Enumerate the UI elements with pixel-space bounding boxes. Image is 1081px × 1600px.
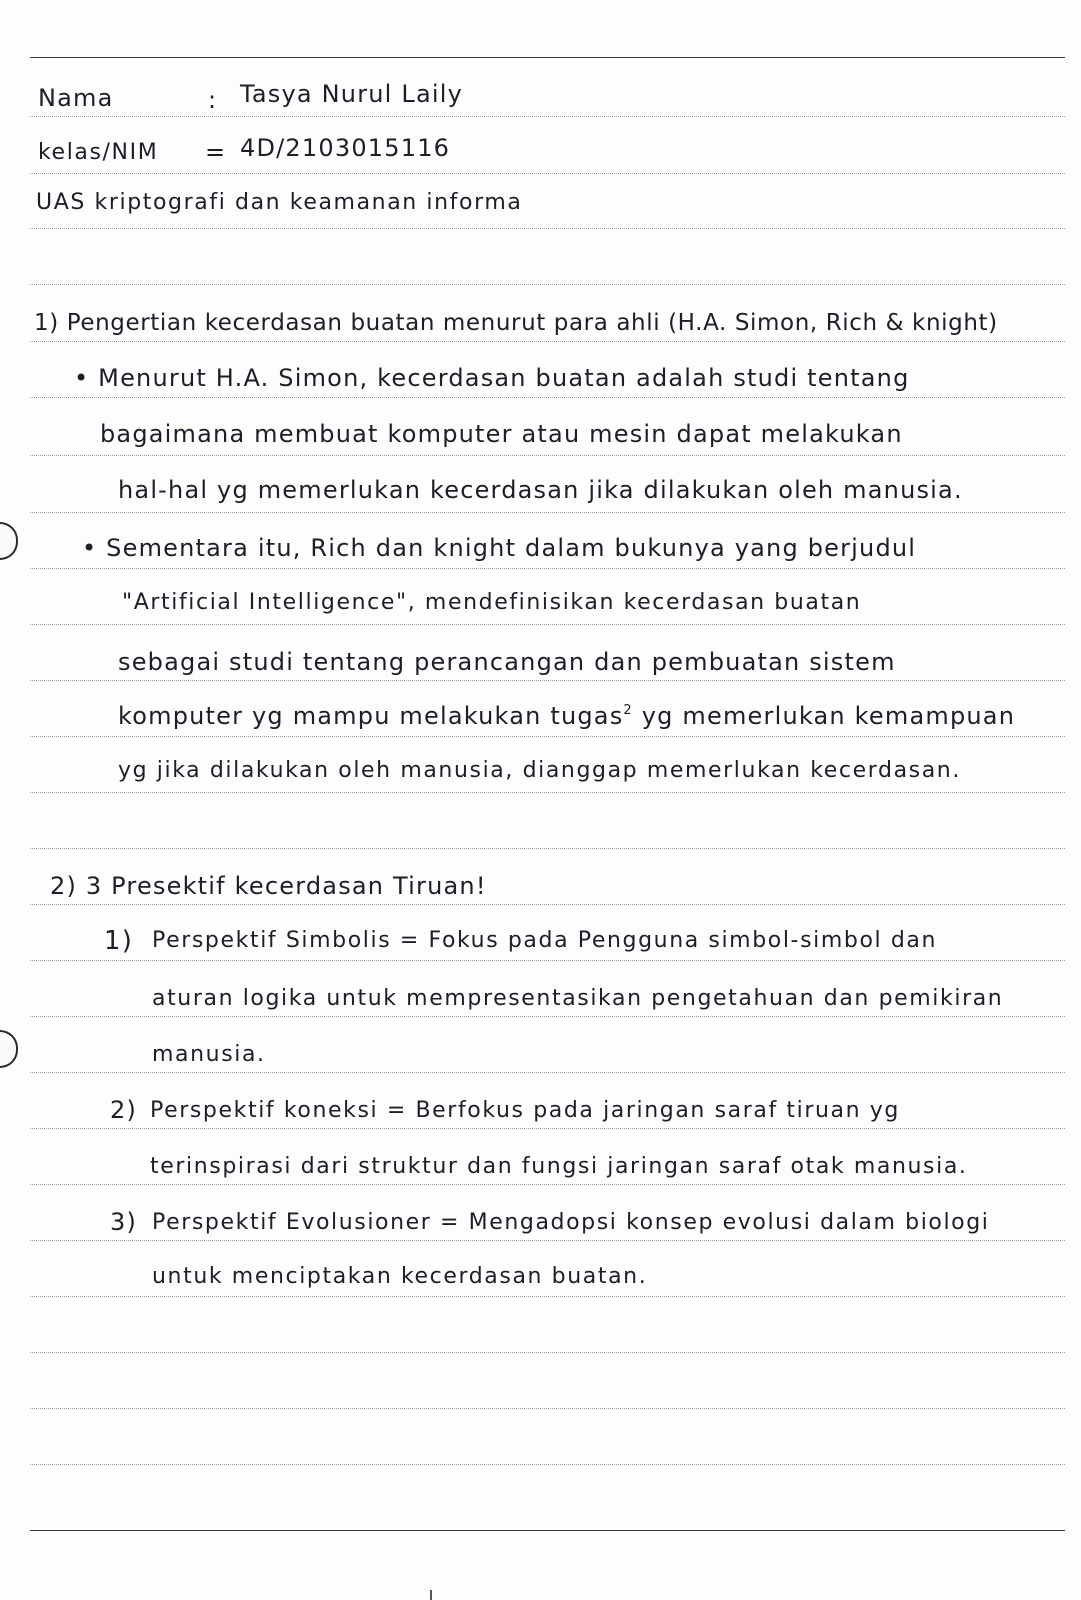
ruled-line [30,341,1065,342]
ruled-line [30,568,1065,569]
ruled-line [30,1408,1065,1409]
q1-line: sebagai studi tentang perancangan dan pembuatan sistem [118,648,896,676]
ruled-line [30,1240,1065,1241]
ruled-line [30,1352,1065,1353]
nama-value: Tasya Nurul Laily [240,80,463,108]
ruled-line [30,680,1065,681]
q1-line: • Menurut H.A. Simon, kecerdasan buatan adalah studi tentang [74,364,910,392]
top-rule [30,57,1065,58]
ruled-line [30,736,1065,737]
q2-item-number: 3) [110,1208,138,1236]
ruled-line [30,792,1065,793]
course-title: UAS kriptografi dan keamanan informa [36,190,523,215]
q2-item-number: 1) [104,926,134,956]
q1-line-tasks [118,702,1015,730]
nama-separator: : [208,86,218,114]
ruled-line [30,173,1065,174]
q1-line-text: komputer yg mampu melakukan tugas [118,702,624,730]
nama-label: Nama [38,84,114,112]
ruled-line [30,848,1065,849]
ruled-line [30,960,1065,961]
q2-item-line: Perspektif Simbolis = Fokus pada Pengguna simbol-simbol dan [152,928,938,953]
page-edge-mark [430,1590,432,1600]
q2-item-line: aturan logika untuk mempresentasikan pengetahuan dan pemikiran [152,986,1004,1011]
ruled-line [30,624,1065,625]
q1-line: "Artificial Intelligence", mendefinisikan kecerdasan buatan [122,590,862,615]
q1-line: bagaimana membuat komputer atau mesin dapat melakukan [100,420,903,448]
bottom-rule [30,1530,1065,1531]
ruled-line [30,1464,1065,1465]
kelas-value: 4D/2103015116 [240,134,451,162]
q2-item-line: terinspirasi dari struktur dan fungsi jaringan saraf otak manusia. [150,1154,968,1179]
ruled-line [30,284,1065,285]
ruled-line [30,904,1065,905]
q1-line: • Sementara itu, Rich dan knight dalam bukunya yang berjudul [82,534,917,562]
kelas-separator: = [205,138,227,166]
ruled-line [30,455,1065,456]
q2-item-line: untuk menciptakan kecerdasan buatan. [152,1264,648,1289]
ruled-line [30,397,1065,398]
ruled-line [30,1128,1065,1129]
q2-item-number: 2) [110,1096,138,1124]
ruled-line [30,116,1065,117]
ruled-line [30,228,1065,229]
q1-line: hal-hal yg memerlukan kecerdasan jika dilakukan oleh manusia. [118,476,963,504]
ruled-line [30,1184,1065,1185]
q1-heading: 1) Pengertian kecerdasan buatan menurut para ahli (H.A. Simon, Rich & knight) [34,310,998,336]
q2-heading: 2) 3 Presektif kecerdasan Tiruan! [50,872,487,900]
binder-hole-icon [0,1030,18,1068]
ruled-line [30,512,1065,513]
q2-item-line: Perspektif koneksi = Berfokus pada jaringan saraf tiruan yg [150,1098,900,1123]
q2-item-line: Perspektif Evolusioner = Mengadopsi konsep evolusi dalam biologi [152,1210,990,1235]
kelas-label: kelas/NIM [38,140,159,165]
ruled-line [30,1072,1065,1073]
q2-item-line: manusia. [152,1042,266,1067]
binder-hole-icon [0,522,18,560]
ruled-line [30,1016,1065,1017]
q1-line: yg jika dilakukan oleh manusia, dianggap memerlukan kecerdasan. [118,758,961,783]
q1-line-tail: yg memerlukan kemampuan [641,702,1016,730]
superscript-two: 2 [623,703,633,718]
ruled-line [30,1296,1065,1297]
